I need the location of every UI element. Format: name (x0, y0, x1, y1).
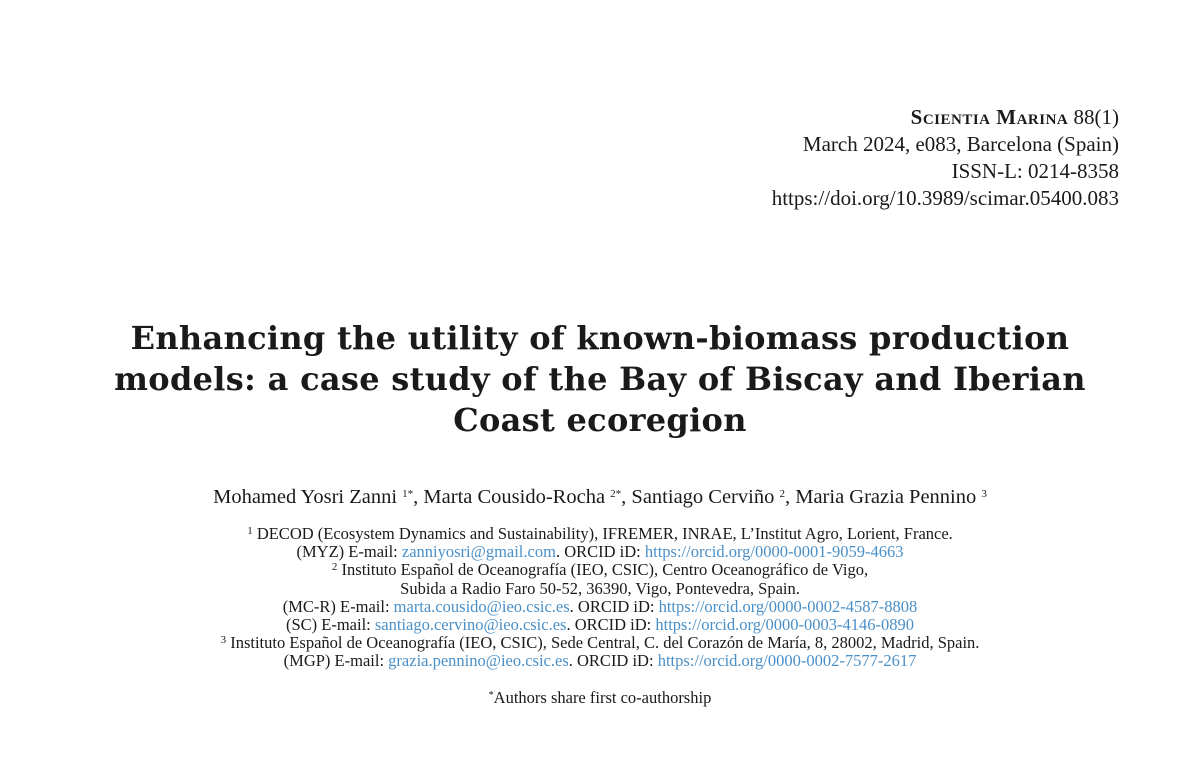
orcid-link[interactable]: https://orcid.org/0000-0003-4146-0890 (655, 615, 915, 635)
journal-name: Scientia Marina (910, 105, 1069, 129)
journal-title-line (772, 104, 1119, 131)
orcid-label: . ORCID iD: (569, 596, 659, 616)
affiliation-text: Instituto Español de Oceanografía (IEO, CSIC), Centro Oceanográfico de Vigo, (341, 560, 869, 580)
author-name: Santiago Cerviño (631, 486, 775, 508)
note-mark: * (488, 690, 494, 701)
contact-prefix: (SC) E-mail: (285, 615, 375, 635)
author-affiliation-mark: 1* (402, 488, 414, 500)
affiliation-text: Instituto Español de Oceanografía (IEO, CSIC), Sede Central, C. del Corazón de María, 8, 28002, Madrid, Spain. (230, 633, 980, 653)
email-link[interactable]: grazia.pennino@ieo.csic.es (388, 651, 569, 671)
contact-prefix: (MGP) E-mail: (283, 651, 389, 671)
email-link[interactable]: zanniyosri@gmail.com (401, 542, 556, 562)
paper-title (0, 318, 1200, 441)
orcid-label: . ORCID iD: (555, 542, 645, 562)
affiliation-1 (0, 525, 1200, 543)
orcid-link[interactable]: https://orcid.org/0000-0001-9059-4663 (644, 542, 904, 562)
orcid-link[interactable]: https://orcid.org/0000-0002-4587-8808 (658, 596, 918, 616)
journal-issn: ISSN-L: 0214-8358 (951, 159, 1119, 183)
contact-myz (0, 543, 1200, 561)
affiliation-mark: 2 (331, 561, 338, 574)
author-separator: , (784, 486, 796, 508)
orcid-link[interactable]: https://orcid.org/0000-0002-7577-2617 (657, 651, 917, 671)
author-affiliation-mark: 3 (981, 488, 987, 500)
affiliation-mark: 3 (220, 634, 227, 647)
author-affiliation-mark: 2* (610, 488, 622, 500)
title-line-3: Coast ecoregion (453, 401, 747, 439)
contact-mcr (0, 598, 1200, 616)
co-authorship-note (0, 688, 1200, 708)
journal-doi: https://doi.org/10.3989/scimar.05400.083 (771, 186, 1119, 210)
orcid-label: . ORCID iD: (568, 651, 658, 671)
author-name: Maria Grazia Pennino (795, 486, 977, 508)
affiliation-2 (0, 561, 1200, 579)
affiliation-mark: 1 (247, 525, 253, 537)
journal-volume: 88(1) (1073, 105, 1119, 129)
affiliation-text: DECOD (Ecosystem Dynamics and Sustainability), IFREMER, INRAE, L’Institut Agro, Lorient, France. (256, 524, 953, 543)
affiliation-3 (0, 634, 1200, 652)
contact-prefix: (MC-R) E-mail: (282, 596, 394, 616)
author-list (0, 484, 1200, 510)
author-name: Mohamed Yosri Zanni (213, 486, 398, 508)
affiliations (0, 525, 1200, 671)
title-line-2: models: a case study of the Bay of Biscay and Iberian (114, 360, 1086, 398)
journal-header (772, 104, 1119, 212)
affiliation-2-address: Subida a Radio Faro 50-52, 36390, Vigo, Pontevedra, Spain. (400, 578, 800, 598)
author-separator: , (621, 486, 632, 508)
author-separator: , (413, 486, 424, 508)
journal-date-line: March 2024, e083, Barcelona (Spain) (802, 132, 1119, 156)
email-link[interactable]: marta.cousido@ieo.csic.es (393, 596, 570, 616)
email-link[interactable]: santiago.cervino@ieo.csic.es (374, 615, 567, 635)
contact-mgp (0, 652, 1200, 670)
contact-prefix: (MYZ) E-mail: (296, 542, 402, 562)
orcid-label: . ORCID iD: (566, 615, 656, 635)
author-affiliation-mark: 2 (779, 488, 785, 500)
author-name: Marta Cousido-Rocha (423, 486, 606, 508)
contact-sc (0, 616, 1200, 634)
title-line-1: Enhancing the utility of known-biomass production (130, 319, 1070, 357)
note-text: Authors share first co-authorship (493, 688, 712, 707)
